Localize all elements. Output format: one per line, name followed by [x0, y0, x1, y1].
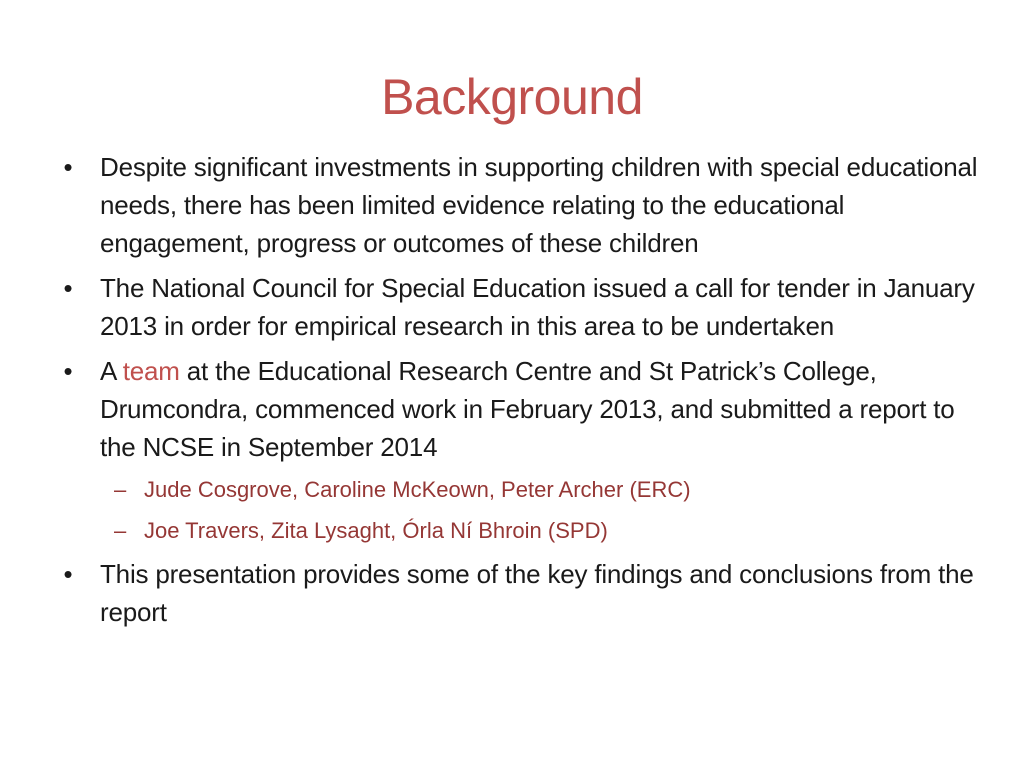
bullet-item: [58, 269, 988, 345]
bullet-item: [58, 148, 988, 262]
sub-bullet-marker: –: [114, 518, 127, 543]
bullet-text-prefix: A: [100, 356, 123, 386]
bullet-list: [58, 148, 988, 638]
sub-bullet-item: [58, 514, 988, 548]
slide-title: Background: [381, 69, 643, 125]
bullet-marker: •: [63, 559, 73, 589]
bullet-marker: •: [63, 273, 73, 303]
sub-bullet-marker: –: [114, 477, 127, 502]
bullet-marker: •: [63, 152, 73, 182]
bullet-marker: •: [63, 356, 73, 386]
bullet-item: [58, 555, 988, 631]
sub-bullet-text: Joe Travers, Zita Lysaght, Órla Ní Bhroin (SPD): [144, 518, 608, 543]
team-link[interactable]: team: [122, 356, 180, 386]
bullet-text: Despite significant investments in supporting children with special educational needs, there has been limited evidence relating to the educational engagement, progress or outcomes of these children: [100, 152, 978, 258]
bullet-text: This presentation provides some of the key findings and conclusions from the report: [100, 559, 974, 627]
bullet-item: [58, 352, 988, 466]
sub-bullet-item: [58, 473, 988, 507]
bullet-text-suffix: at the Educational Research Centre and St Patrick’s College, Drumcondra, commenced work in February 2013, and submitted a report to the NCSE in September 2014: [100, 356, 955, 462]
sub-bullet-text: Jude Cosgrove, Caroline McKeown, Peter Archer (ERC): [144, 477, 691, 502]
bullet-text: The National Council for Special Education issued a call for tender in January 2013 in order for empirical research in this area to be undertaken: [100, 273, 975, 341]
